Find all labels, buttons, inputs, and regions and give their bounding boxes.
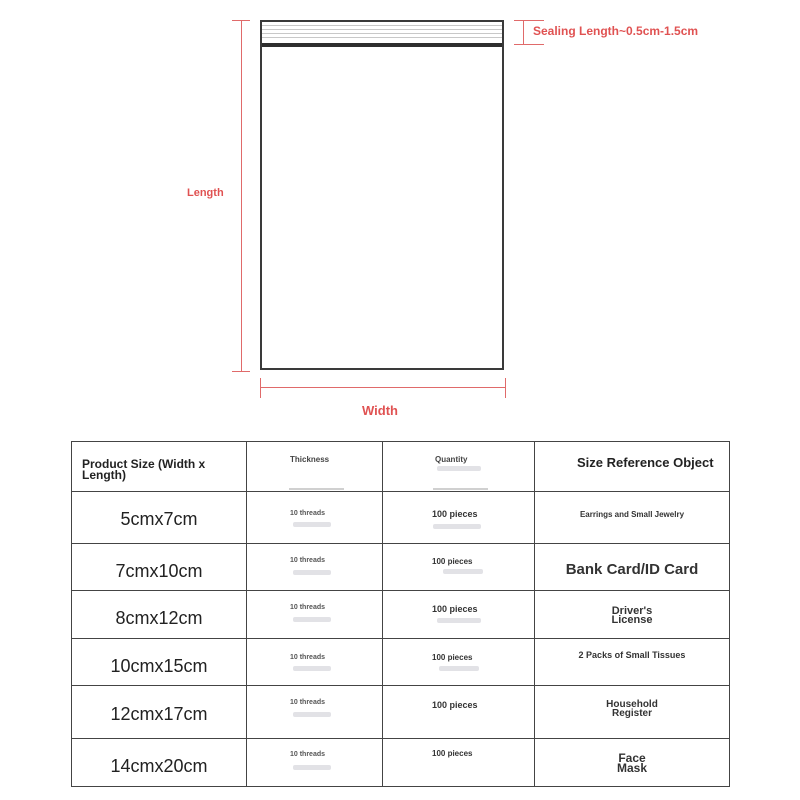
- quantity-cell: 100 pieces: [432, 749, 473, 758]
- reference-cell: Bank Card/ID Card: [565, 561, 699, 578]
- quantity-cell: 100 pieces: [432, 700, 478, 710]
- size-cell: 12cmx17cm: [110, 704, 208, 724]
- length-tick-bottom: [232, 371, 250, 372]
- size-cell: 5cmx7cm: [120, 509, 198, 529]
- thickness-cell: 10 threads: [290, 557, 326, 564]
- quantity-cell: 100 pieces: [432, 557, 473, 566]
- thickness-cell: 10 threads: [290, 699, 326, 706]
- seal-dimension-line: [523, 20, 524, 45]
- width-tick-right: [505, 378, 506, 398]
- size-spec-table: [71, 441, 730, 787]
- size-cell: 14cmx20cm: [110, 756, 208, 776]
- size-cell: 8cmx12cm: [115, 608, 203, 628]
- thickness-cell: 10 threads: [290, 751, 326, 758]
- thickness-cell: 10 threads: [290, 604, 326, 611]
- quantity-cell: 100 pieces: [432, 653, 473, 662]
- table-row: [72, 686, 730, 739]
- zip-seal-bar: [262, 43, 502, 47]
- size-cell: 7cmx10cm: [115, 561, 203, 581]
- bag-outline: [260, 20, 504, 370]
- table-row: [72, 492, 730, 544]
- reference-cell: Earrings and Small Jewelry: [579, 510, 685, 519]
- table-row: [72, 639, 730, 686]
- header-quantity: Quantity: [383, 442, 535, 492]
- width-dimension-line: [260, 387, 506, 388]
- seal-strip: [262, 22, 502, 47]
- width-label: Width: [362, 403, 398, 418]
- seal-tick-bottom: [514, 44, 544, 45]
- header-product-size: Product Size (Width x Length): [72, 442, 247, 492]
- reference-cell: Household Register: [606, 699, 658, 719]
- table-row: [72, 739, 730, 787]
- sealing-length-label: Sealing Length~0.5cm-1.5cm: [533, 24, 699, 38]
- seal-tick-top: [514, 20, 544, 21]
- table-row: [72, 544, 730, 591]
- table-row: [72, 591, 730, 639]
- quantity-cell: 100 pieces: [432, 604, 478, 614]
- table-header-row: [72, 442, 730, 492]
- thickness-cell: 10 threads: [290, 510, 326, 517]
- thickness-cell: 10 threads: [290, 654, 326, 661]
- header-size-reference: Size Reference Object: [535, 442, 730, 492]
- width-tick-left: [260, 378, 261, 398]
- reference-cell: Face Mask: [616, 751, 648, 776]
- header-thickness: Thickness: [247, 442, 383, 492]
- length-dimension-line: [241, 20, 242, 372]
- reference-cell: 2 Packs of Small Tissues: [578, 650, 686, 660]
- length-label: Length: [187, 187, 224, 199]
- size-cell: 10cmx15cm: [110, 656, 208, 676]
- quantity-cell: 100 pieces: [432, 509, 478, 519]
- reference-cell: Driver's License: [611, 605, 653, 627]
